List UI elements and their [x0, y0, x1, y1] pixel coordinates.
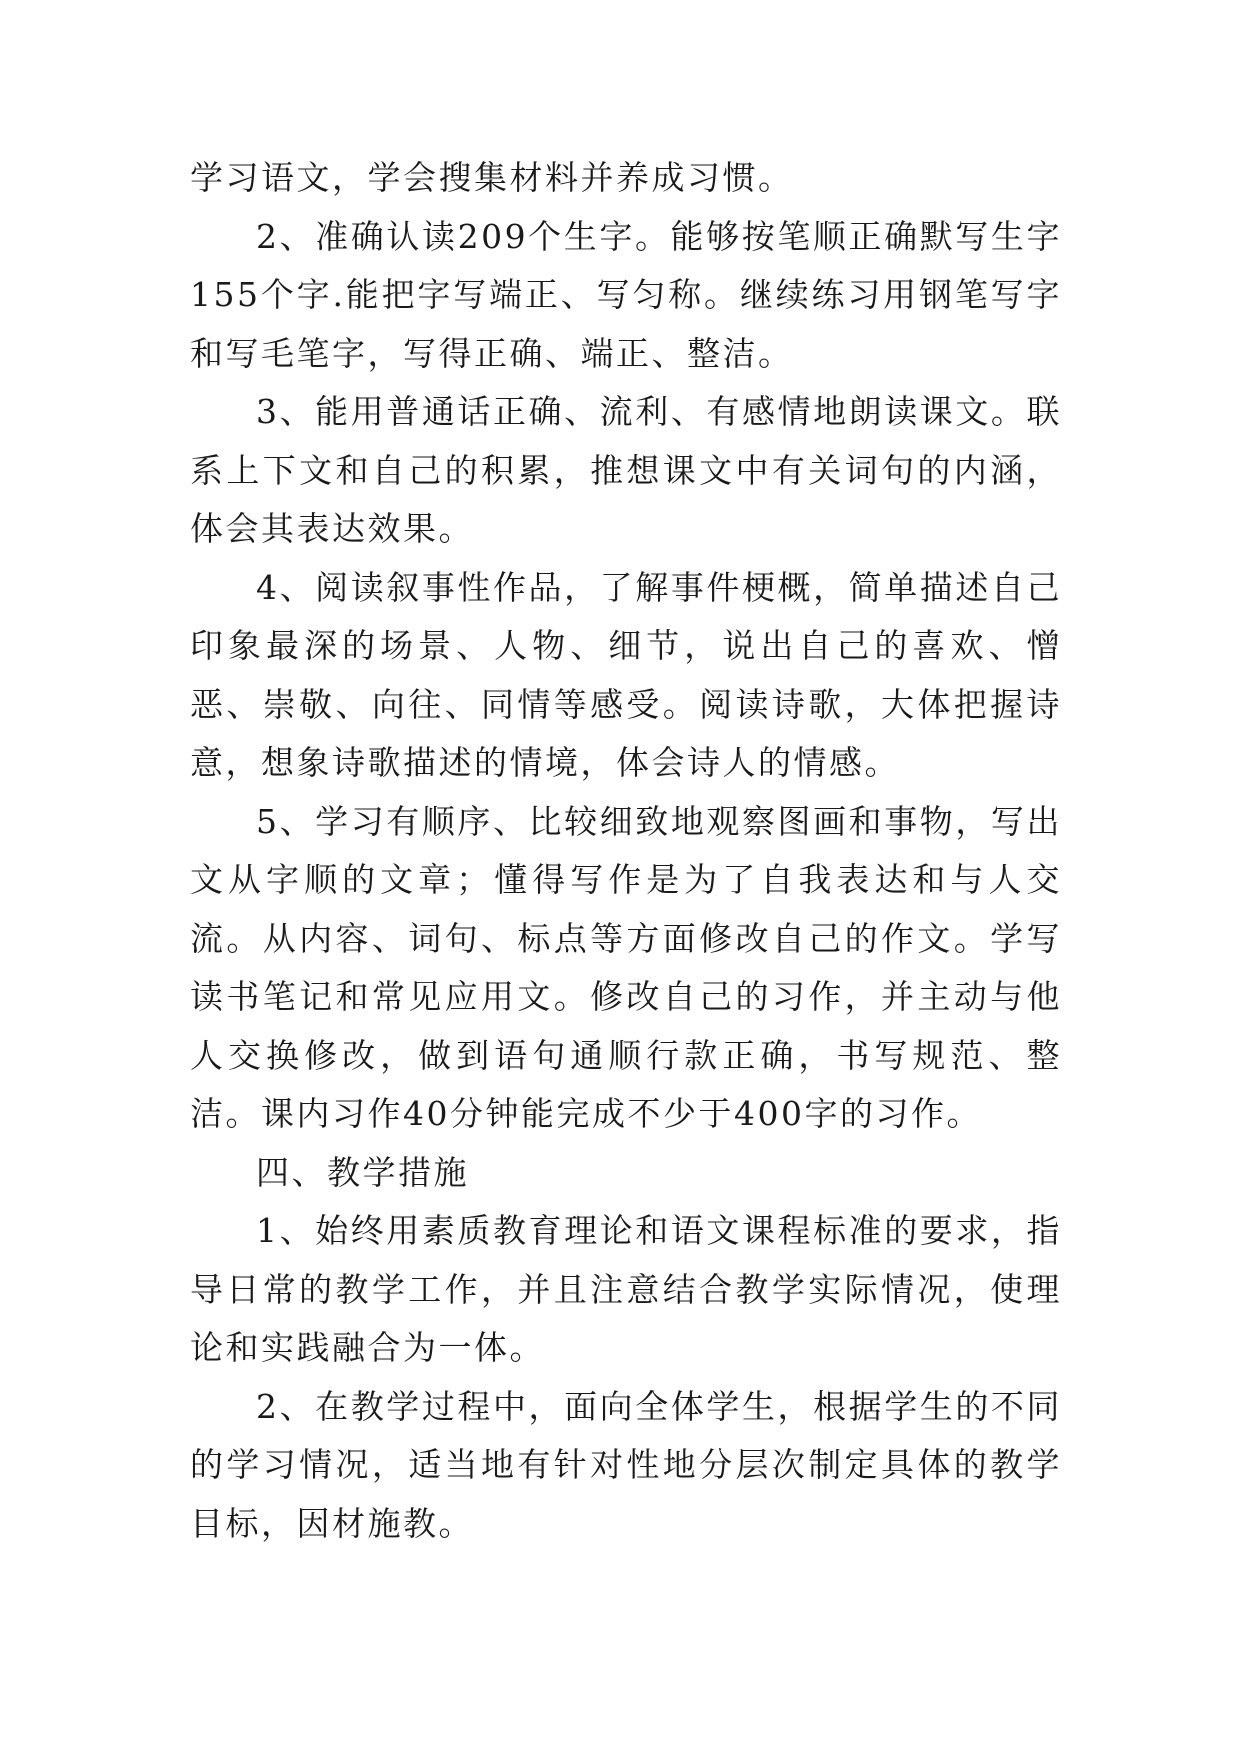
section-heading: 四、教学措施 [256, 1152, 469, 1192]
paragraph-continuation: 学习语文，学会搜集材料并养成习惯。 [190, 158, 794, 197]
paragraph-item-3: 3、能用普通话正确、流利、有感情地朗读课文。联系上下文和自己的积累，推想课文中有关词句的内涵，体会其表达效果。 [190, 392, 1062, 548]
measure-item-1: 1、始终用素质教育理论和语文课程标准的要求，指导日常的教学工作，并且注意结合教学实际情况，使理论和实践融合为一体。 [190, 1211, 1062, 1367]
document-body [190, 149, 1062, 1553]
paragraph-item-4: 4、阅读叙事性作品，了解事件梗概，简单描述自己印象最深的场景、人物、细节，说出自己的喜欢、憎恶、崇敬、向往、同情等感受。阅读诗歌，大体把握诗意，想象诗歌描述的情境，体会诗人的情感。 [190, 567, 1062, 782]
measure-item-2: 2、在教学过程中，面向全体学生，根据学生的不同的学习情况，适当地有针对性地分层次制定具体的教学目标，因材施教。 [190, 1386, 1062, 1543]
paragraph-item-5: 5、学习有顺序、比较细致地观察图画和事物，写出文从字顺的文章；懂得写作是为了自我表达和与人交流。从内容、词句、标点等方面修改自己的作文。学写读书笔记和常见应用文。修改自己的习作，并主动与他人交换修改，做到语句通顺行款正确，书写规范、整洁。课内习作40分钟能完成不少于400字的习作。 [190, 801, 1062, 1133]
paragraph-item-2: 2、准确认读209个生字。能够按笔顺正确默写生字155个字.能把字写端正、写匀称。继续练习用钢笔写字和写毛笔字，写得正确、端正、整洁。 [190, 216, 1062, 373]
